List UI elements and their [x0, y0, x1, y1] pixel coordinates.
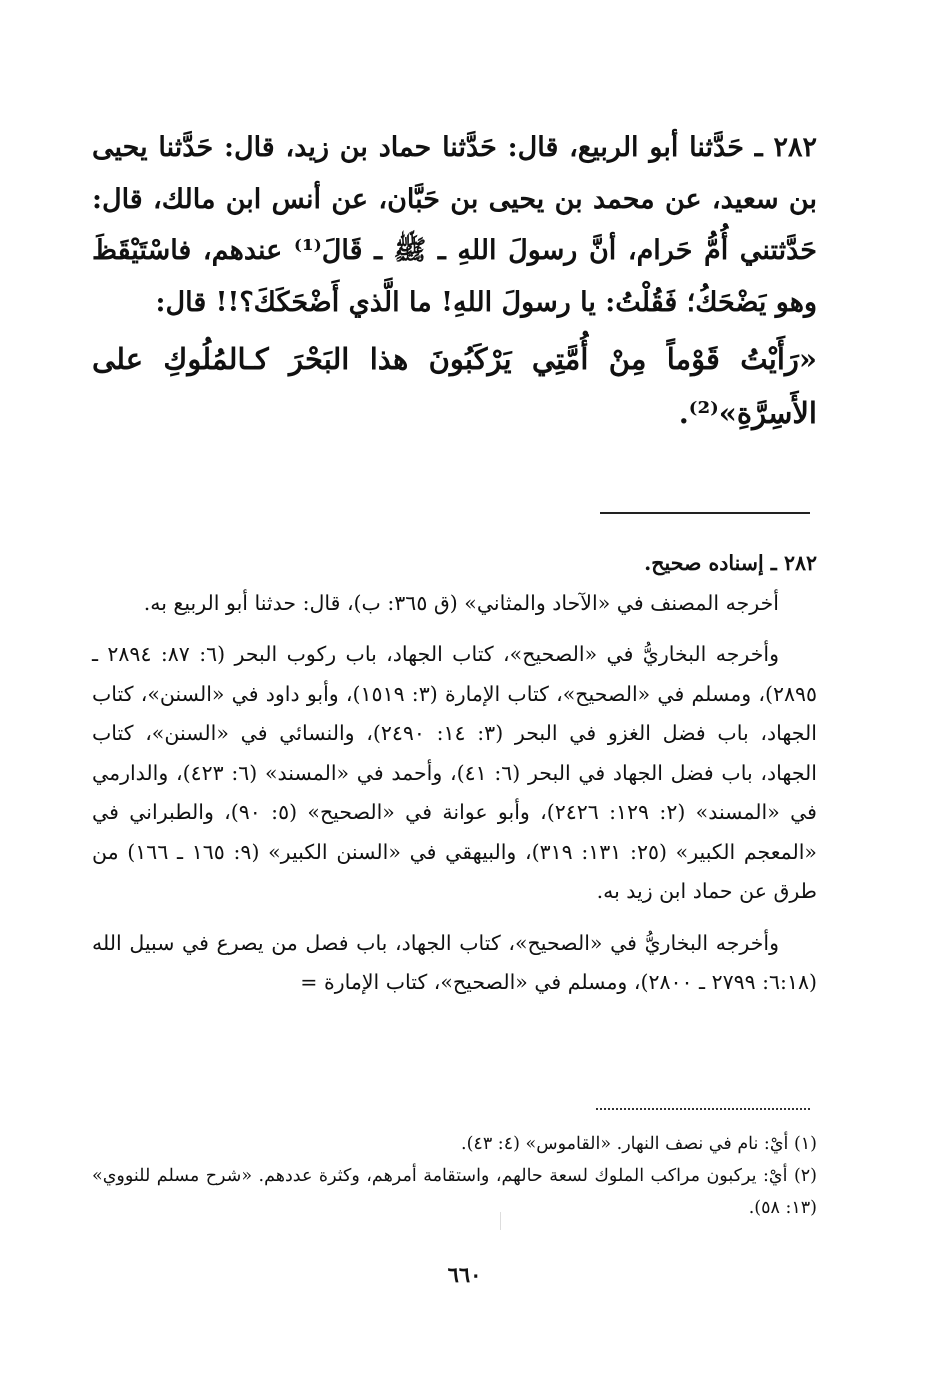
footnote-divider — [596, 1108, 810, 1110]
hadith-text — [92, 122, 817, 440]
commentary-paragraph: وأخرجه البخاريُّ في «الصحيح»، كتاب الجهاد، باب فصل من يصرع في سبيل الله (٦:١٨: ٢٧٩٩ ـ ٢٨٠٠)، ومسلم في «الصحيح»، كتاب الإمارة = — [92, 930, 817, 994]
commentary-paragraph: وأخرجه البخاريُّ في «الصحيح»، كتاب الجهاد، باب ركوب البحر (٦: ٨٧: ٢٨٩٤ ـ ٢٨٩٥)، ومسلم في «الصحيح»، كتاب الإمارة (٣: ١٥١٩)، وأبو داود في «السنن»، كتاب الجهاد، باب فضل الغزو في البحر (٣: ١٤: ٢٤٩٠)، والنسائي في «السنن»، كتاب الجهاد، باب فضل الجهاد في البحر (٦: ٤١)، وأحمد في «المسند» (٦: ٤٢٣)، والدارمي في «المسند» (٢: ١٢٩: ٢٤٢٦)، وأبو عوانة في «الصحيح» (٥: ٩٠)، والطبراني في «المعجم الكبير» (٢٥: ١٣١: ٣١٩)، والبيهقي في «السنن الكبير» (٩: ١٦٥ ـ ١٦٦) من طرق عن حماد ابن زيد به. — [92, 642, 818, 903]
footnotes — [92, 1128, 817, 1224]
hadith-narration: ٢٨٢ ـ حَدَّثنا أبو الربيع، قال: حَدَّثنا حماد بن زيد، قال: حَدَّثنا يحيى بن سعيد، عن محمد بن يحيى بن حَبَّان، عن أنس ابن مالك، قال: حَدَّثتني أُمُّ حَرام، أنَّ رسولَ اللهِ ـ ﷺ ـ قَالَ⁽¹⁾ عندهم، فاسْتَيْقَظَ وهو يَضْحَكُ؛ فَقُلْتُ: يا رسولَ اللهِ! ما الَّذي أَضْحَكَكَ؟!! قال: — [92, 132, 817, 318]
hadith-quote: «رَأَيْتُ قَوْماً مِنْ أُمَّتِي يَرْكَبُونَ هذا البَحْرَ كـالمُلُوكِ على الأَسِرَّةِ»⁽²⁾. — [92, 342, 817, 430]
commentary-paragraph: أخرجه المصنف في «الآحاد والمثاني» (ق ٣٦٥: ب)، قال: حدثنا أبو الربيع به. — [143, 590, 779, 615]
page-number: ٦٦٠ — [447, 1262, 482, 1287]
takhrij-commentary — [92, 544, 817, 1003]
section-divider — [600, 512, 810, 514]
scan-mark — [500, 1212, 501, 1230]
footnote-1: (١) أيْ: نام في نصف النهار. «القاموس» (٤: ٤٣). — [461, 1134, 817, 1154]
commentary-heading: ٢٨٢ ـ إسناده صحيح. — [644, 551, 817, 575]
footnote-2: (٢) أيْ: يركبون مراكب الملوك لسعة حالهم، واستقامة أمرهم، وكثرة عددهم. «شرح مسلم للنووي» (١٣: ٥٨). — [92, 1166, 817, 1218]
